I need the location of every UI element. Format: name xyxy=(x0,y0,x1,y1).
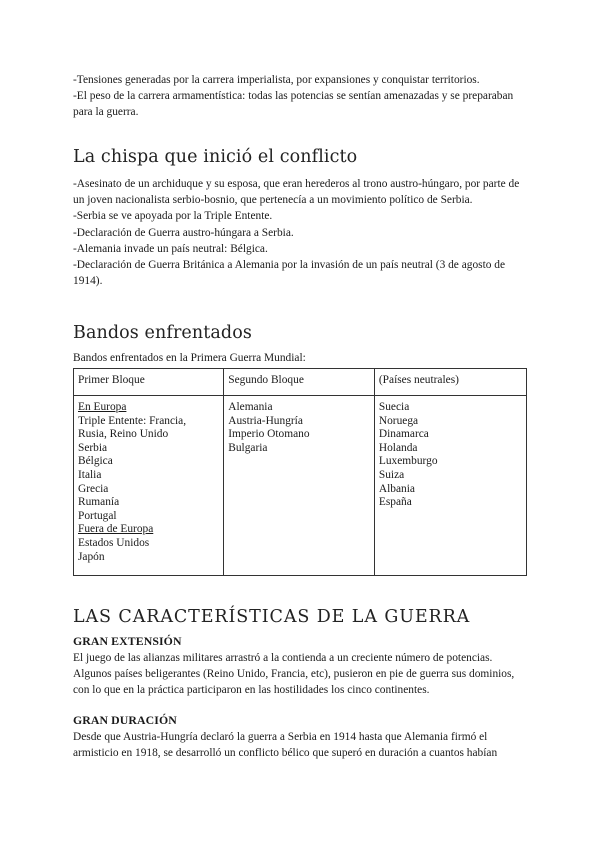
subheading-fuera-de-europa: Fuera de Europa xyxy=(78,523,154,536)
paragraph-gran-extension: El juego de las alianzas militares arrastró a la contienda a un creciente número de potencias. Algunos países beligerantes (Reino Unido, Francia, etc), pusieron en pie de guerra sus dominios, con lo que en la práctica participaron en las hostilidades los cinco continentes. xyxy=(73,652,515,697)
cell-paises-neutrales xyxy=(374,396,526,576)
list-item: Albania xyxy=(378,482,415,495)
chispa-item-5: -Declaración de Guerra Británica a Alemania por la invasión de un país neutral (3 de agosto de 1914). xyxy=(73,259,506,288)
list-item: España xyxy=(378,496,412,509)
bandos-table xyxy=(73,368,527,576)
heading-bandos: Bandos enfrentados xyxy=(73,323,252,343)
list-item: Suecia xyxy=(378,401,410,413)
list-item: Noruega xyxy=(378,414,419,427)
list-item: Luxemburgo xyxy=(378,455,438,468)
chispa-item-2: -Serbia se ve apoyada por la Triple Entente. xyxy=(73,210,273,223)
paragraph-gran-duracion: Desde que Austria-Hungría declaró la guerra a Serbia en 1914 hasta que Alemania firmó el armisticio en 1918, se desarrolló un conflicto bélico que superó en duración a cuantos habían xyxy=(73,731,498,760)
list-item: Estados Unidos xyxy=(78,536,150,549)
list-item: Imperio Otomano xyxy=(228,428,310,441)
header-paises-neutrales: (Países neutrales) xyxy=(374,369,526,396)
list-item: Rumanía xyxy=(78,496,120,509)
intro-line-1: -Tensiones generadas por la carrera imperialista, por expansiones y conquistar territorios. xyxy=(73,74,480,86)
list-item: Dinamarca xyxy=(378,428,429,441)
list-item: Holanda xyxy=(378,441,418,454)
subheading-en-europa: En Europa xyxy=(78,401,127,413)
bandos-caption: Bandos enfrentados en la Primera Guerra Mundial: xyxy=(73,352,306,364)
chispa-item-4: -Alemania invade un país neutral: Bélgica. xyxy=(73,242,268,255)
subheading-gran-extension: GRAN EXTENSIÓN xyxy=(73,634,182,648)
chispa-item-3: -Declaración de Guerra austro-húngara a Serbia. xyxy=(73,226,294,239)
list-item: Japón xyxy=(78,550,105,563)
header-segundo-bloque: Segundo Bloque xyxy=(224,369,375,396)
list-item: Portugal xyxy=(78,509,117,522)
intro-line-2: -El peso de la carrera armamentística: todas las potencias se sentían amenazadas y se preparaban para la guerra. xyxy=(73,90,514,119)
header-primer-bloque: Primer Bloque xyxy=(74,369,224,396)
table-row xyxy=(74,396,527,576)
subheading-gran-duracion: GRAN DURACIÓN xyxy=(73,713,177,727)
list-item: Rusia, Reino Unido xyxy=(78,428,169,441)
cell-segundo-bloque xyxy=(224,396,375,576)
intro-section xyxy=(73,72,533,121)
cell-primer-bloque xyxy=(74,396,224,576)
list-item: Grecia xyxy=(78,482,109,495)
list-item: Serbia xyxy=(78,441,108,454)
chispa-list xyxy=(73,176,533,289)
list-item: Bulgaria xyxy=(228,441,268,454)
list-item: Bélgica xyxy=(78,455,113,468)
list-item: Alemania xyxy=(228,401,273,413)
list-item: Triple Entente: Francia, xyxy=(78,414,187,427)
list-item: Suiza xyxy=(378,468,405,481)
chispa-item-1: -Asesinato de un archiduque y su esposa, que eran herederos al trono austro-húngaro, por parte de un joven nacionalista serbio-bosnio, que pertenecía a un movimiento político de Serbia. xyxy=(73,178,520,207)
list-item: Austria-Hungría xyxy=(228,414,303,427)
heading-chispa: La chispa que inició el conflicto xyxy=(73,147,358,167)
table-header-row xyxy=(74,369,527,396)
list-item: Italia xyxy=(78,468,102,481)
heading-caracteristicas: LAS CARACTERÍSTICAS DE LA GUERRA xyxy=(73,607,471,627)
